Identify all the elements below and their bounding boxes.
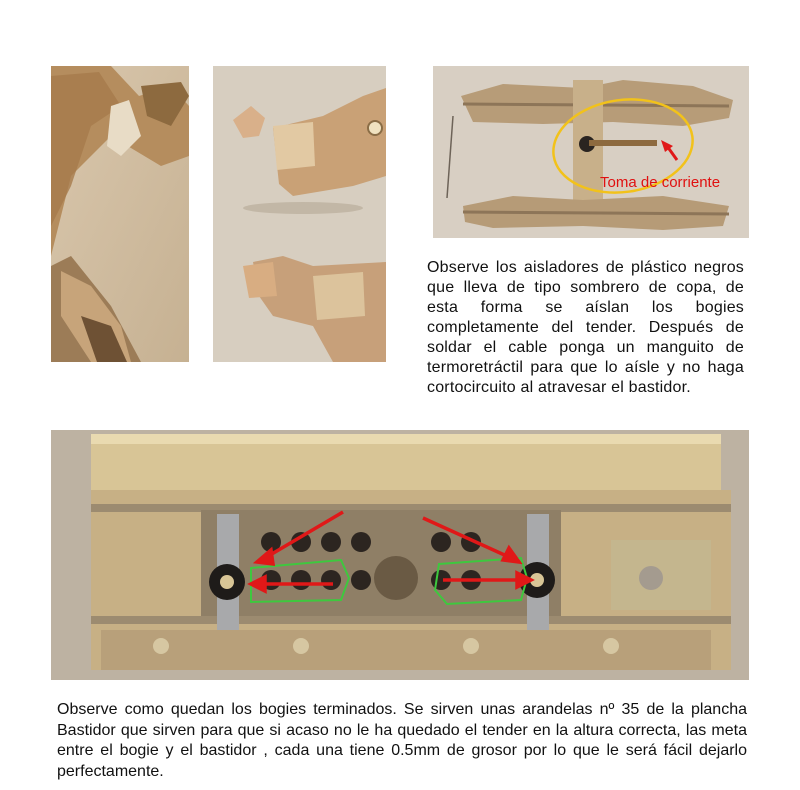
photo-bogie-current-pickup	[433, 66, 749, 238]
annotation-current-pickup-label: Toma de corriente	[600, 174, 721, 191]
paragraph-finished-bogies: Observe como quedan los bogies terminados. Se sirven unas arandelas nº 35 de la plancha Bastidor que sirven para que si acaso no le ha quedado el tender en la altura correcta, las meta entre el bogie y el bastidor , cada una tiene 0.5mm de grosor por lo que le será fácil dejarlo perfectamente.	[57, 701, 747, 780]
photo-bogie-detail-middle	[213, 66, 386, 362]
photo-tender-underside	[51, 430, 749, 680]
paragraph-insulators: Observe los aisladores de plástico negros que lleva de tipo sombrero de copa, de esta forma se aíslan los bogies completamente del tender. Después de soldar el cable ponga un manguito de termoretráctil para que lo aísle y no haga cortocircuito al atravesar el bastidor.	[427, 259, 744, 396]
photo-bogie-detail-left	[51, 66, 189, 362]
